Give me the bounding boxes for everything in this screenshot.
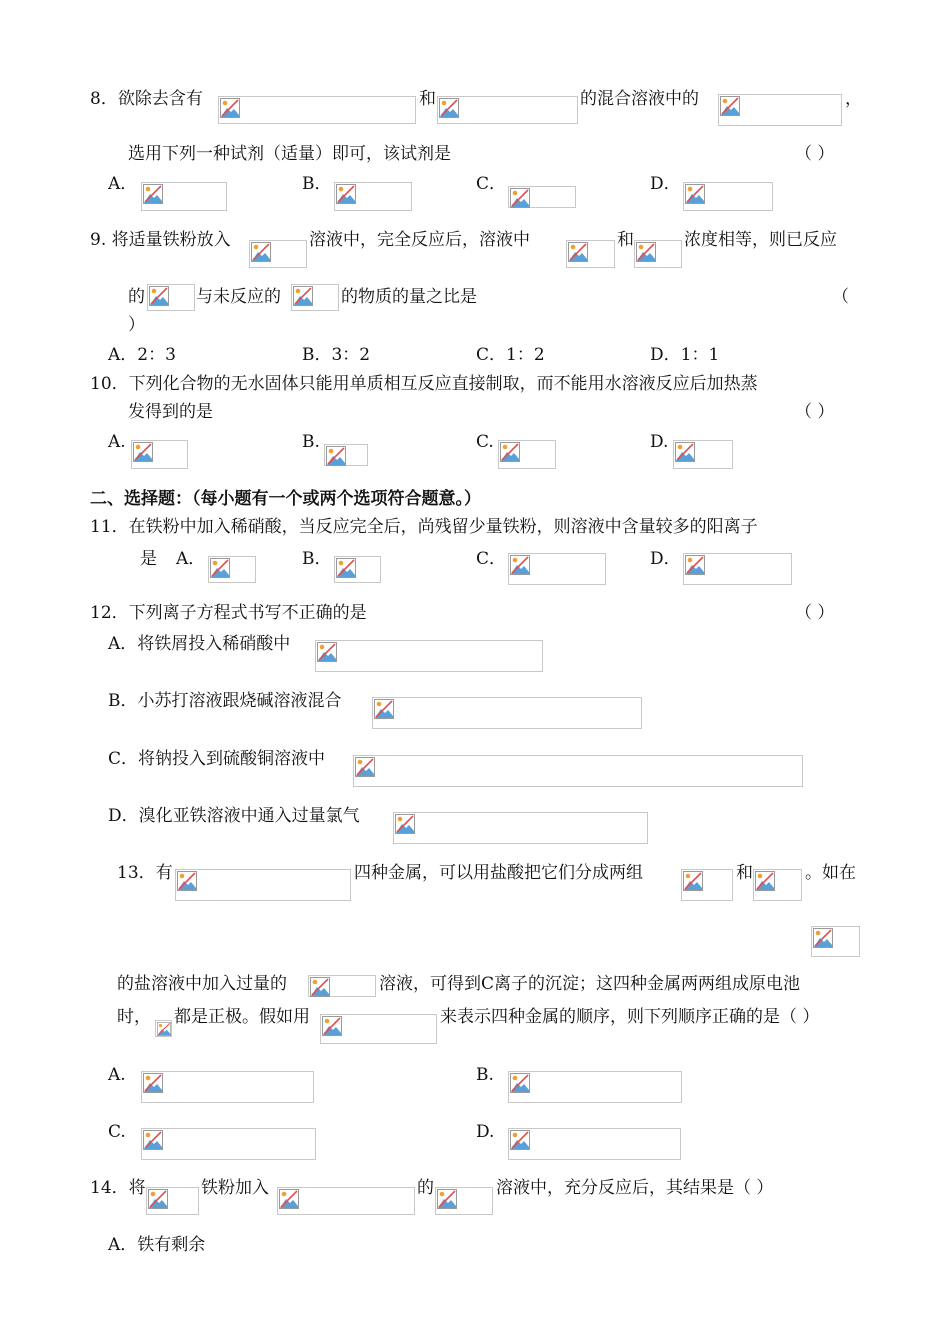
q10-line1: 10．下列化合物的无水固体只能用单质相互反应直接制取，而不能用水溶液反应后加热蒸 xyxy=(90,374,758,394)
option-d: D．1：1 xyxy=(650,345,720,365)
q13-line3a: 的盐溶液中加入过量的 xyxy=(117,974,287,994)
q13-mid: 四种金属，可以用盐酸把它们分成两组 xyxy=(354,863,643,883)
option-c: C． xyxy=(476,174,507,194)
broken-image-icon xyxy=(279,1189,299,1209)
formula-image xyxy=(437,96,578,124)
broken-image-icon xyxy=(510,1130,530,1150)
answer-paren: （ ） xyxy=(795,144,835,164)
broken-image-icon xyxy=(143,1130,163,1150)
q11-line2: 是 xyxy=(140,549,157,569)
option-b: B．3：2 xyxy=(302,345,371,365)
option-c: C. xyxy=(476,432,494,452)
broken-image-icon xyxy=(683,871,703,891)
broken-image-icon xyxy=(675,442,695,462)
q13-line4a: 时， xyxy=(117,1007,151,1027)
q9-l2c: 的物质的量之比是 xyxy=(341,287,477,307)
answer-paren: （ ） xyxy=(795,402,835,422)
broken-image-icon xyxy=(336,558,356,578)
broken-image-icon xyxy=(685,555,705,575)
option-image xyxy=(508,186,576,208)
broken-image-icon xyxy=(720,96,740,116)
q9-and: 和 xyxy=(617,230,634,250)
equation-image xyxy=(372,697,642,729)
option-image xyxy=(683,182,773,211)
option-d: D. xyxy=(476,1122,495,1142)
broken-image-icon xyxy=(510,555,530,575)
broken-image-icon xyxy=(437,1189,457,1209)
q9-l2b: 与未反应的 xyxy=(196,287,281,307)
broken-image-icon xyxy=(326,446,346,466)
q8-lead: 8．欲除去含有 xyxy=(90,89,203,109)
q13-tail: 。如在 xyxy=(805,863,856,883)
broken-image-icon xyxy=(813,928,833,948)
broken-image-icon xyxy=(439,98,459,118)
option-c: C．1：2 xyxy=(476,345,545,365)
broken-image-icon xyxy=(133,442,153,462)
formula-image xyxy=(218,96,416,124)
q14-lead: 14．将 xyxy=(90,1178,146,1198)
formula-image xyxy=(566,240,615,268)
option-image xyxy=(508,1128,681,1160)
broken-image-icon xyxy=(355,757,375,777)
formula-image xyxy=(811,926,860,957)
formula-image xyxy=(155,1020,172,1037)
answer-paren-close: ） xyxy=(128,315,145,335)
formula-image xyxy=(634,240,682,268)
broken-image-icon xyxy=(374,699,394,719)
q9-l2a: 的 xyxy=(128,287,145,307)
q8-mixed: 的混合溶液中的 xyxy=(580,89,699,109)
broken-image-icon xyxy=(568,242,588,262)
q13-line4c: 来表示四种金属的顺序，则下列顺序正确的是（ ） xyxy=(440,1007,820,1027)
option-a: A. xyxy=(108,1065,126,1085)
q8-text2: 选用下列一种试剂（适量）即可，该试剂是 xyxy=(128,144,451,164)
q8-and: 和 xyxy=(419,89,436,109)
q9-tail: 浓度相等，则已反应 xyxy=(684,230,837,250)
broken-image-icon xyxy=(510,1073,530,1093)
q11-line1: 11．在铁粉中加入稀硝酸，当反应完全后，尚残留少量铁粉，则溶液中含量较多的阳离子 xyxy=(90,517,758,537)
q13-lead: 13．有 xyxy=(117,863,173,883)
option-image xyxy=(673,440,733,469)
section-title: 二、选择题：（每小题有一个或两个选项符合题意。） xyxy=(90,489,481,509)
q9-mid: 溶液中，完全反应后，溶液中 xyxy=(309,230,530,250)
option-image xyxy=(508,1071,682,1103)
broken-image-icon xyxy=(755,871,775,891)
formula-image xyxy=(320,1014,437,1044)
broken-image-icon xyxy=(251,242,271,262)
option-d: D. xyxy=(650,432,669,452)
option-image xyxy=(131,440,188,469)
q12-line1: 12．下列离子方程式书写不正确的是 xyxy=(90,603,367,623)
broken-image-icon xyxy=(157,1022,171,1036)
option-image xyxy=(334,182,412,211)
option-image xyxy=(141,1071,314,1103)
broken-image-icon xyxy=(636,242,656,262)
option-image xyxy=(208,556,256,583)
option-a: A．铁有剩余 xyxy=(108,1235,206,1255)
option-image xyxy=(508,553,606,585)
option-image xyxy=(141,1128,316,1160)
option-image xyxy=(498,440,556,469)
q8-comma: ， xyxy=(845,89,862,109)
option-a: A．2：3 xyxy=(108,345,176,365)
equation-image xyxy=(353,755,803,787)
q10-line2: 发得到的是 xyxy=(128,402,213,422)
option-image xyxy=(324,444,368,466)
equation-image xyxy=(315,640,543,672)
broken-image-icon xyxy=(210,558,230,578)
q13-line3b: 溶液，可得到C离子的沉淀；这四种金属两两组成原电池 xyxy=(379,974,801,994)
option-b: B． xyxy=(302,174,332,194)
option-b: B． xyxy=(302,549,332,569)
option-image xyxy=(141,182,227,211)
formula-image xyxy=(718,94,842,126)
formula-image xyxy=(435,1187,493,1215)
broken-image-icon xyxy=(322,1016,342,1036)
formula-image xyxy=(249,240,307,268)
option-a: A．将铁屑投入稀硝酸中 xyxy=(108,634,291,654)
option-d: D． xyxy=(650,174,681,194)
broken-image-icon xyxy=(395,814,415,834)
option-a: A． xyxy=(108,174,138,194)
broken-image-icon xyxy=(500,442,520,462)
equation-image xyxy=(393,812,648,844)
formula-image xyxy=(753,869,802,901)
formula-image xyxy=(175,869,351,901)
formula-image xyxy=(146,1187,199,1215)
broken-image-icon xyxy=(177,871,197,891)
q14-c: 溶液中，充分反应后，其结果是（ ） xyxy=(496,1178,774,1198)
broken-image-icon xyxy=(143,184,163,204)
option-a: A． xyxy=(176,549,206,569)
option-d: D．溴化亚铁溶液中通入过量氯气 xyxy=(108,806,360,826)
broken-image-icon xyxy=(220,98,240,118)
q13-and: 和 xyxy=(736,863,753,883)
formula-image xyxy=(147,284,195,311)
broken-image-icon xyxy=(293,286,313,306)
option-d: D． xyxy=(650,549,681,569)
broken-image-icon xyxy=(685,184,705,204)
formula-image xyxy=(277,1187,415,1215)
broken-image-icon xyxy=(510,188,530,208)
q14-b: 的 xyxy=(417,1178,434,1198)
answer-paren-open: （ xyxy=(832,287,849,307)
option-image xyxy=(334,556,381,583)
option-a: A. xyxy=(108,432,126,452)
option-c: C． xyxy=(476,549,507,569)
q13-line4b: 都是正极。假如用 xyxy=(174,1007,310,1027)
option-c: C．将钠投入到硫酸铜溶液中 xyxy=(108,749,326,769)
broken-image-icon xyxy=(336,184,356,204)
broken-image-icon xyxy=(317,642,337,662)
q9-lead: 9. 将适量铁粉放入 xyxy=(90,230,231,250)
broken-image-icon xyxy=(143,1073,163,1093)
broken-image-icon xyxy=(148,1189,168,1209)
formula-image xyxy=(291,284,339,311)
answer-paren: （ ） xyxy=(795,603,835,623)
broken-image-icon xyxy=(310,977,330,997)
option-b: B. xyxy=(476,1065,494,1085)
broken-image-icon xyxy=(149,286,169,306)
option-b: B．小苏打溶液跟烧碱溶液混合 xyxy=(108,691,342,711)
formula-image xyxy=(308,975,376,997)
option-image xyxy=(683,553,792,585)
option-c: C. xyxy=(108,1122,126,1142)
option-b: B. xyxy=(302,432,320,452)
q14-a: 铁粉加入 xyxy=(201,1178,269,1198)
formula-image xyxy=(681,869,733,901)
